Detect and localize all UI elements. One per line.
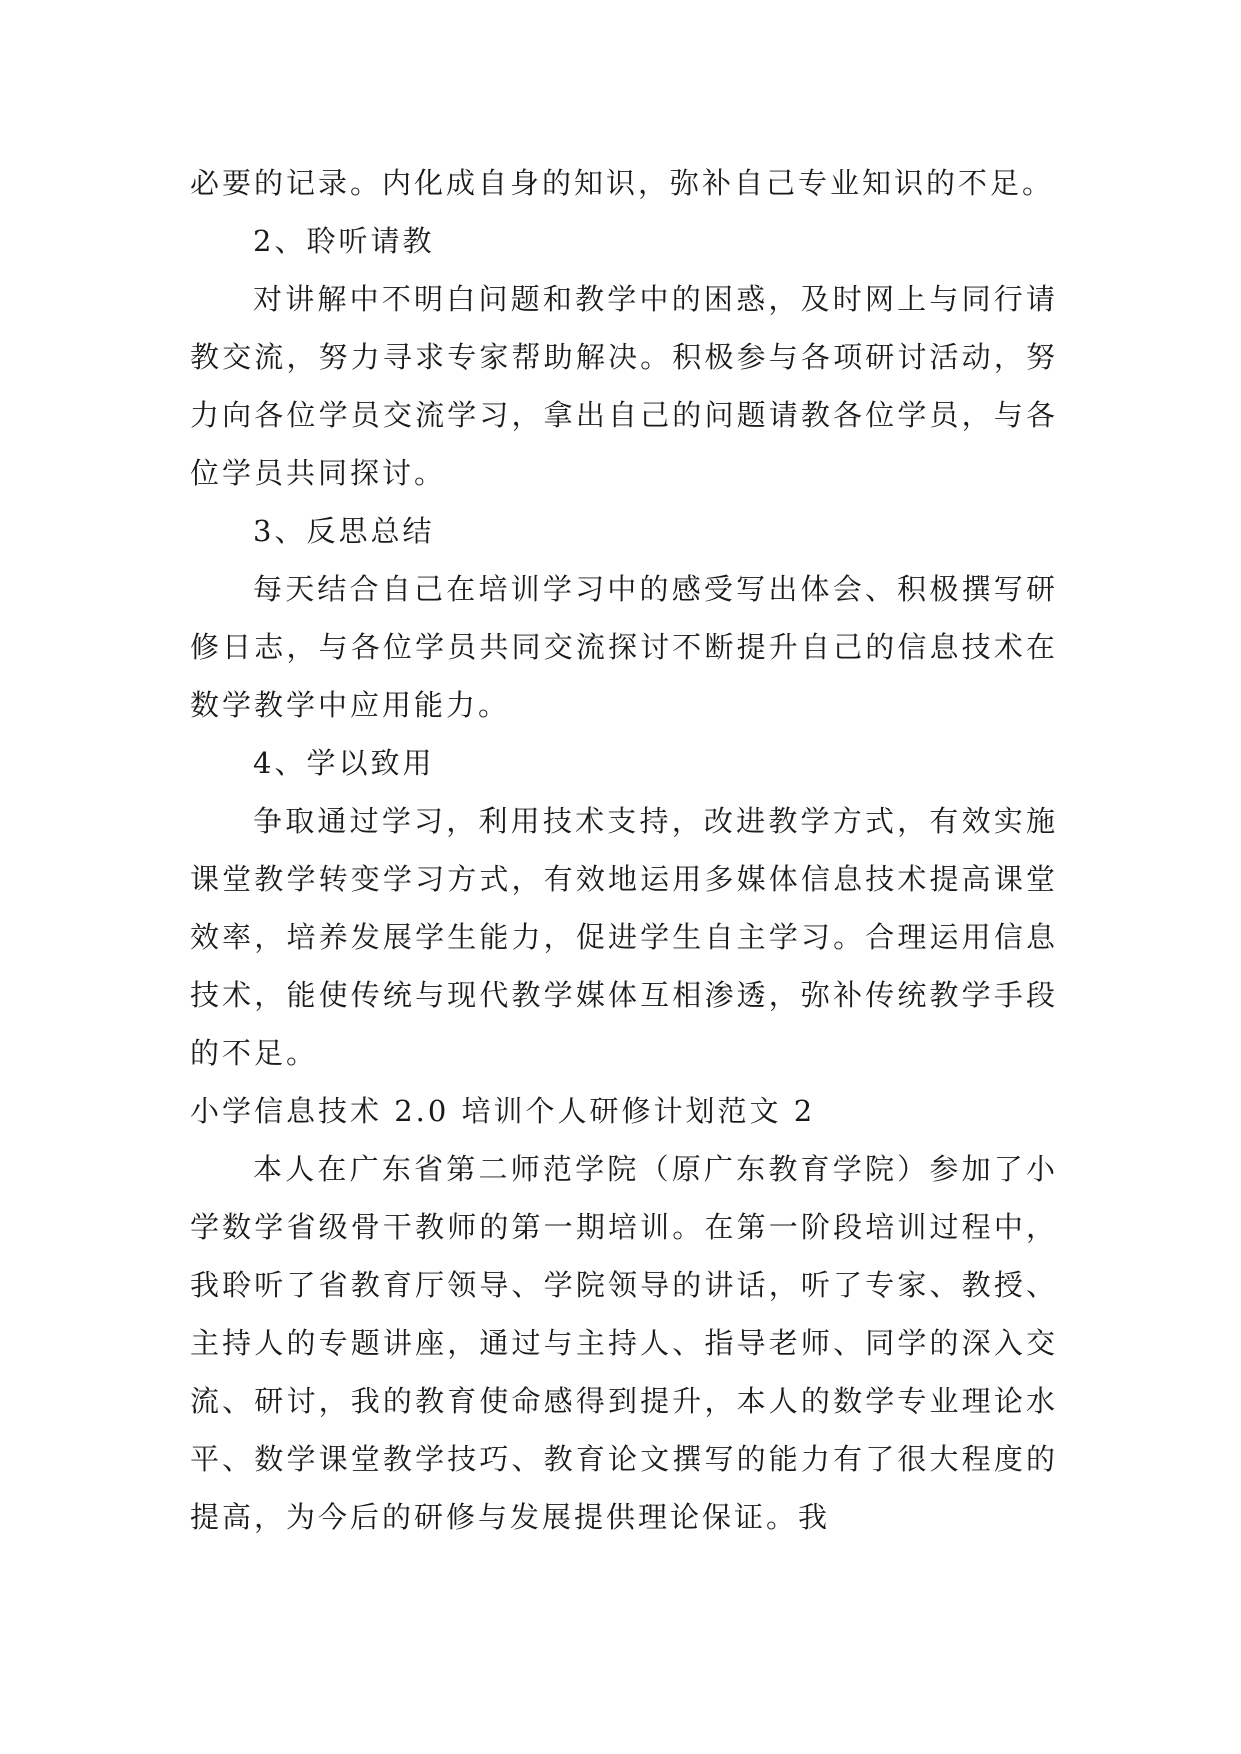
paragraph-listen-ask: 对讲解中不明白问题和教学中的困惑，及时网上与同行请教交流，努力寻求专家帮助解决。积极参与各项研讨活动，努力向各位学员交流学习，拿出自己的问题请教各位学员，与各位学员共同探讨。: [190, 282, 1058, 490]
subheading-reflect-summarize: 3、反思总结: [253, 514, 435, 548]
paragraph-training-intro: 本人在广东省第二师范学院（原广东教育学院）参加了小学数学省级骨干教师的第一期培训。在第一阶段培训过程中，我聆听了省教育厅领导、学院领导的讲话，听了专家、教授、主持人的专题讲座，通过与主持人、指导老师、同学的深入交流、研讨，我的教育使命感得到提升，本人的数学专业理论水平、数学课堂教学技巧、教育论文撰写的能力有了很大程度的提高，为今后的研修与发展提供理论保证。我: [190, 1152, 1058, 1534]
section-title: 小学信息技术 2.0 培训个人研修计划范文 2: [190, 1094, 816, 1128]
document-body: [190, 154, 1058, 1546]
subheading-apply-learning: 4、学以致用: [253, 746, 435, 780]
subheading-listen-ask: 2、聆听请教: [253, 224, 435, 258]
paragraph-reflect-summarize: 每天结合自己在培训学习中的感受写出体会、积极撰写研修日志，与各位学员共同交流探讨不断提升自己的信息技术在数学教学中应用能力。: [190, 572, 1058, 722]
paragraph-apply-learning: 争取通过学习，利用技术支持，改进教学方式，有效实施课堂教学转变学习方式，有效地运用多媒体信息技术提高课堂效率，培养发展学生能力，促进学生自主学习。合理运用信息技术，能使传统与现代教学媒体互相渗透，弥补传统教学手段的不足。: [190, 804, 1058, 1070]
paragraph-continuation: 必要的记录。内化成自身的知识，弥补自己专业知识的不足。: [190, 166, 1055, 200]
